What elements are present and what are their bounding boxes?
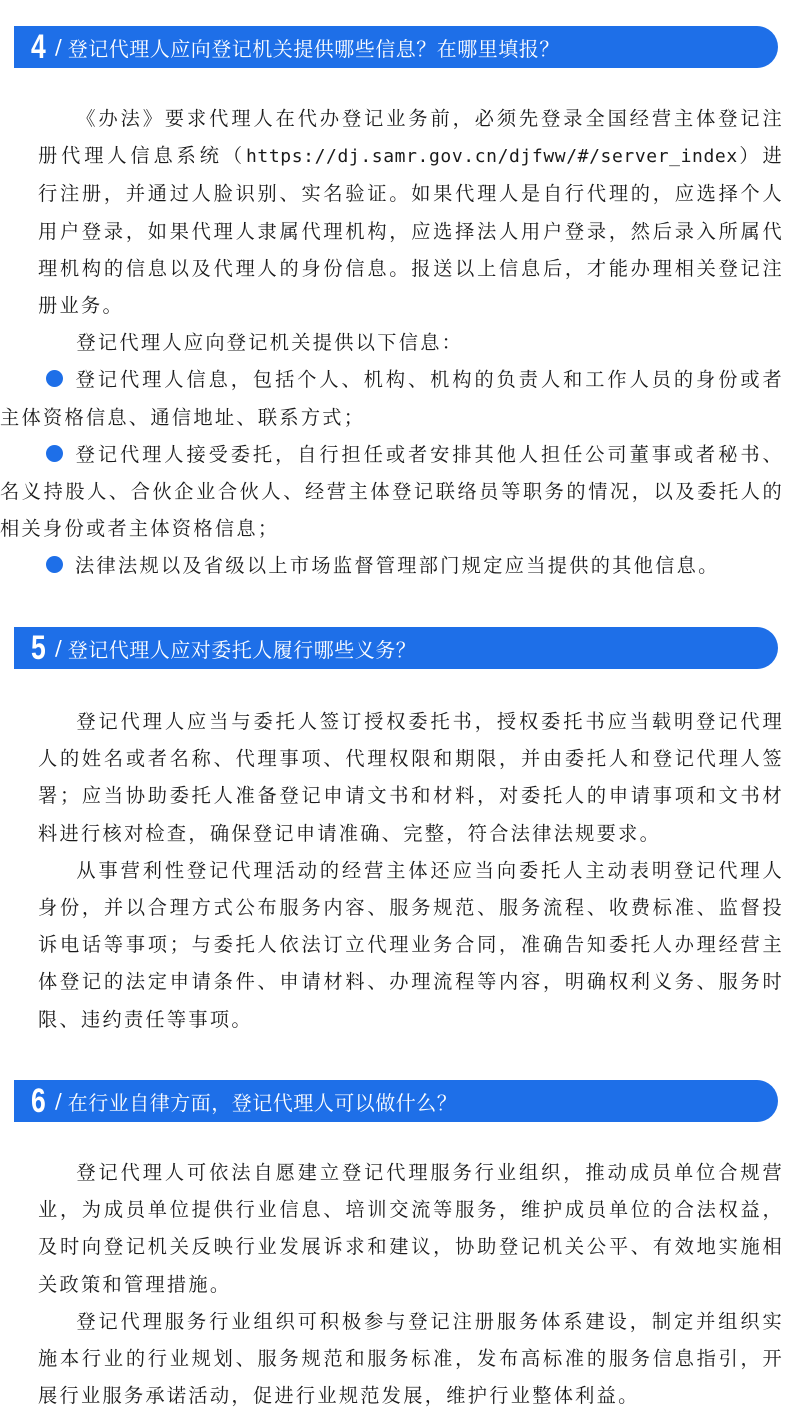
section-title: 登记代理人应向登记机关提供哪些信息？在哪里填报？	[67, 36, 560, 61]
section-title: 在行业自律方面，登记代理人可以做什么？	[67, 1090, 458, 1115]
paragraph-text: ）进行注册，并通过人脸识别、实名验证。如果代理人是自行代理的，应选择个人用户登录，如果代理人隶属代理机构，应选择法人用户登录，然后录入所属代理机构的信息以及代理人的身份信息。报送以上信息后，才能办理相关登记注册业务。	[38, 144, 784, 318]
paragraph: 登记代理人应当与委托人签订授权委托书，授权委托书应当载明登记代理人的姓名或者名称、代理事项、代理权限和期限，并由委托人和登记代理人签署；应当协助委托人准备登记申请文书和材料，对委托人的申请事项和文书材料进行核对检查，确保登记申请准确、完整，符合法律法规要求。	[38, 710, 784, 845]
section-body	[0, 100, 784, 585]
section-title: 登记代理人应对委托人履行哪些义务？	[67, 637, 417, 662]
section-slash: /	[55, 35, 62, 59]
paragraph: 从事营利性登记代理活动的经营主体还应当向委托人主动表明登记代理人身份，并以合理方式公布服务内容、服务规范、服务流程、收费标准、监督投诉电话等事项；与委托人依法订立代理业务合同，准确告知委托人办理经营主体登记的法定申请条件、申请材料、办理流程等内容，明确权利义务、服务时限、违约责任等事项。	[38, 858, 784, 1031]
bullet-text: 法律法规以及省级以上市场监督管理部门规定应当提供的其他信息。	[75, 554, 720, 578]
section-header	[14, 627, 778, 669]
bullet-item	[0, 361, 784, 435]
paragraph: 登记代理人可依法自愿建立登记代理服务行业组织，推动成员单位合规营业，为成员单位提供行业信息、培训交流等服务，维护成员单位的合法权益，及时向登记机关反映行业发展诉求和建议，协助登记机关公平、有效地实施相关政策和管理措施。	[38, 1161, 784, 1296]
paragraph-text: 《办法》要求代理人在代办登记业务前，必须先登录全国经营主体登记注册代理人信息系统（	[38, 107, 784, 168]
section-body	[38, 1154, 784, 1414]
registration-system-link[interactable]: https://dj.samr.gov.cn/djfww/#/server_index	[245, 146, 738, 168]
section-header	[14, 1080, 778, 1122]
section-slash: /	[55, 636, 62, 660]
bullet-text: 登记代理人信息，包括个人、机构、机构的负责人和工作人员的身份或者主体资格信息、通信地址、联系方式；	[0, 368, 784, 429]
section-number: 6	[31, 1082, 46, 1120]
section-number: 4	[31, 28, 46, 66]
section-number: 5	[31, 629, 46, 667]
bullet-item	[0, 436, 784, 548]
section-slash: /	[55, 1089, 62, 1113]
section-header	[14, 26, 778, 68]
paragraph: 登记代理服务行业组织可积极参与登记注册服务体系建设，制定并组织实施本行业的行业规划、服务规范和服务标准，发布高标准的服务信息指引，开展行业服务承诺活动，促进行业规范发展，维护行业整体利益。	[38, 1309, 784, 1408]
paragraph	[38, 100, 784, 324]
bullet-dot-icon	[46, 370, 63, 387]
bullet-item	[0, 547, 784, 584]
section-body	[38, 703, 784, 1038]
paragraph: 登记代理人应向登记机关提供以下信息：	[76, 331, 464, 355]
bullet-text: 登记代理人接受委托，自行担任或者安排其他人担任公司董事或者秘书、名义持股人、合伙企业合伙人、经营主体登记联络员等职务的情况，以及委托人的相关身份或者主体资格信息；	[0, 442, 784, 541]
bullet-dot-icon	[46, 556, 63, 573]
bullet-dot-icon	[46, 445, 63, 462]
